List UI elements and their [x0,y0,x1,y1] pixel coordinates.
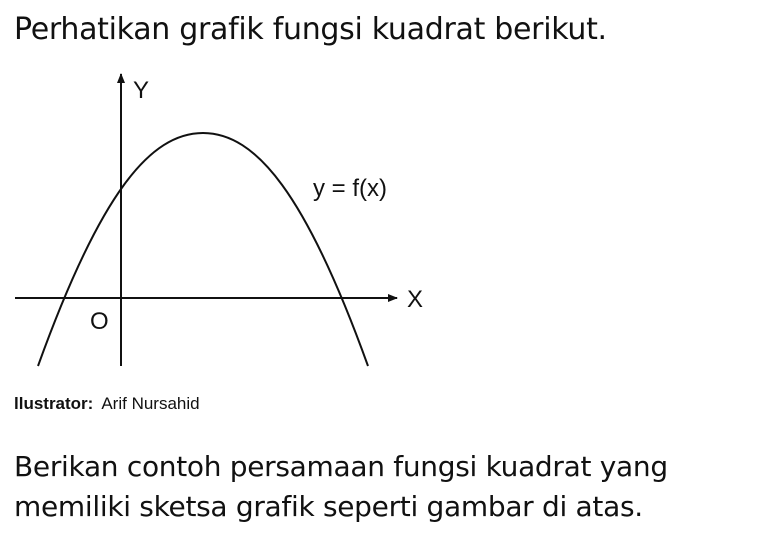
question-title: Perhatikan grafik fungsi kuadrat berikut. [14,12,607,47]
y-axis-label: Y [133,77,150,104]
illustrator-credit-value: Arif Nursahid [101,394,200,413]
question-line-1: Berikan contoh persamaan fungsi kuadrat yang [14,450,668,483]
parabola-curve [38,133,368,366]
x-axis-label: X [407,286,424,313]
curve-label: y = f(x) [313,175,388,202]
quadratic-graph [0,60,768,380]
origin-label: O [90,308,109,335]
question-line-2: memiliki sketsa grafik seperti gambar di atas. [14,490,643,523]
illustrator-credit [14,393,200,415]
illustrator-credit-key: llustrator: [14,394,94,413]
question-text [14,447,762,527]
